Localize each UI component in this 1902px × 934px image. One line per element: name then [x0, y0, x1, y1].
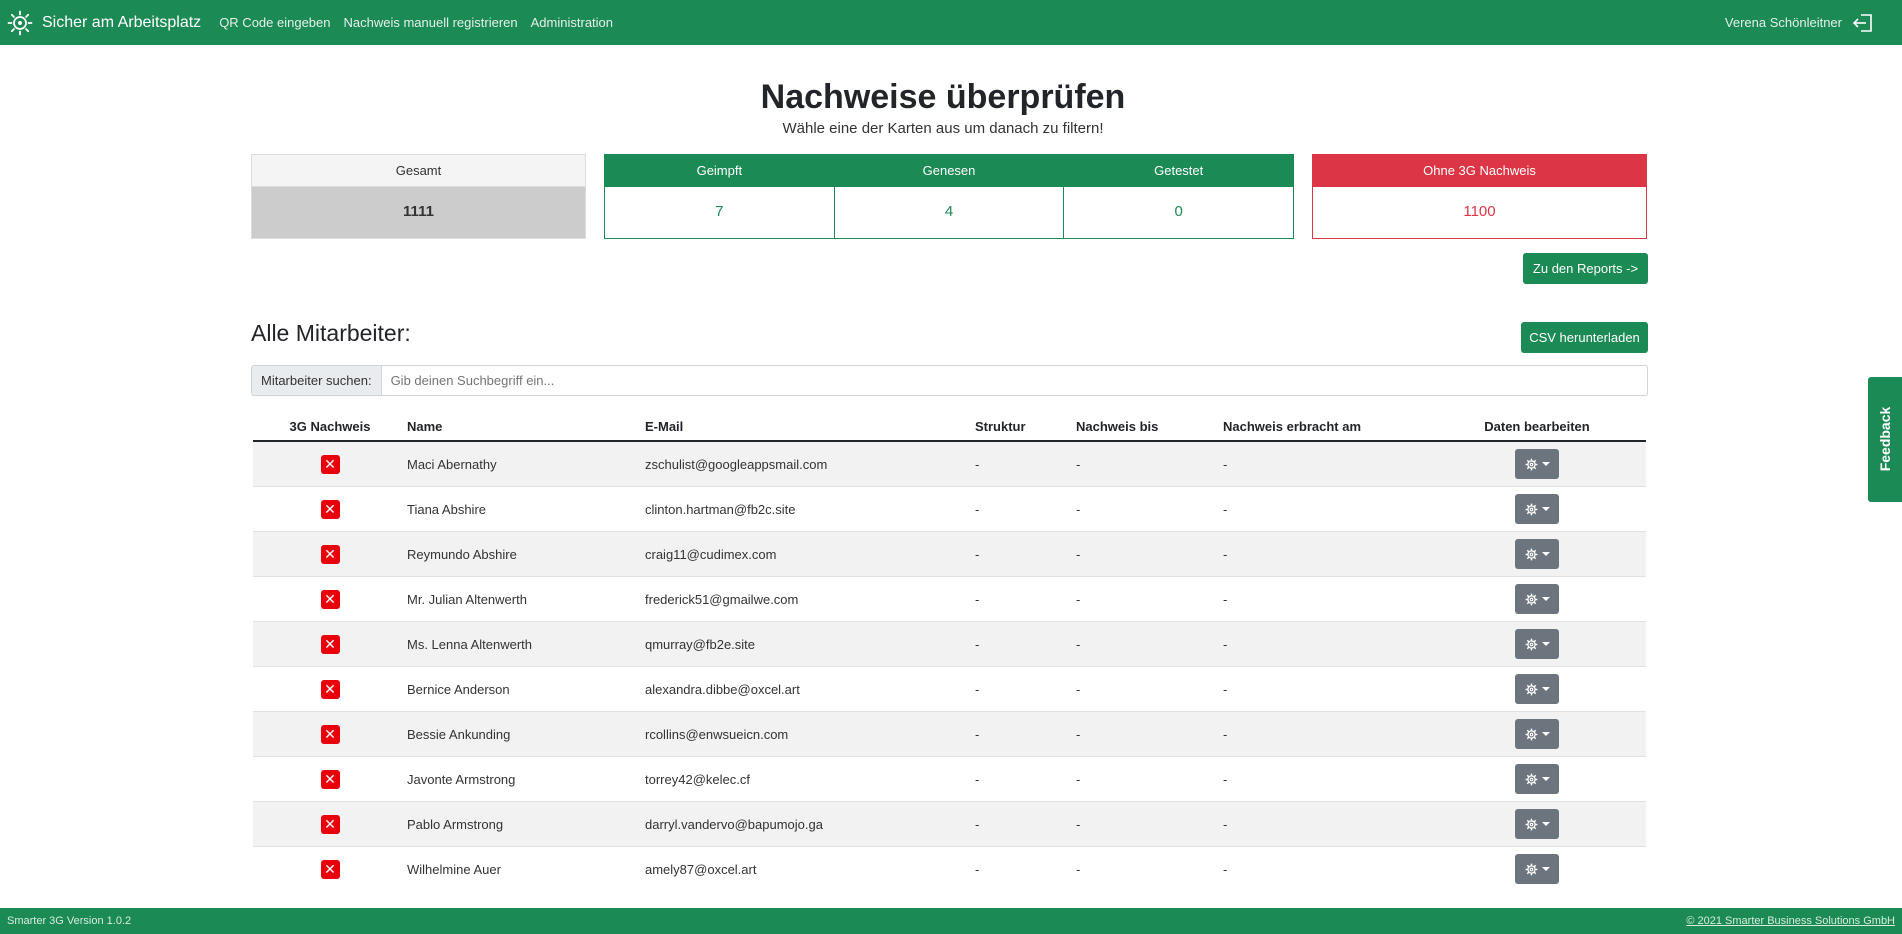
- caret-down-icon: [1542, 822, 1550, 826]
- nav-link-manual-registration[interactable]: Nachweis manuell registrieren: [343, 15, 518, 30]
- table-row: [253, 847, 1646, 892]
- search-input[interactable]: [381, 365, 1648, 396]
- gear-icon: [1525, 773, 1538, 786]
- caret-down-icon: [1542, 507, 1550, 511]
- card-ohne-3g-value: 1100: [1463, 203, 1496, 220]
- edit-dropdown-button[interactable]: [1515, 674, 1559, 704]
- edit-dropdown-button[interactable]: [1515, 449, 1559, 479]
- cell-nachweis-erbracht-am: -: [1223, 847, 1428, 892]
- x-icon: ✕: [321, 725, 340, 744]
- cell-edit: [1428, 441, 1646, 487]
- gear-icon: [1525, 728, 1538, 741]
- top-navbar: [0, 0, 1902, 45]
- gear-icon: [1525, 638, 1538, 651]
- edit-dropdown-button[interactable]: [1515, 764, 1559, 794]
- cell-nachweis-bis: -: [1076, 847, 1223, 892]
- x-icon: ✕: [321, 455, 340, 474]
- cell-nachweis-bis: -: [1076, 667, 1223, 712]
- cell-struktur: -: [975, 487, 1076, 532]
- card-genesen-value: 4: [944, 203, 954, 220]
- cell-3g-status: [253, 757, 407, 802]
- cell-edit: [1428, 622, 1646, 667]
- x-icon: ✕: [321, 770, 340, 789]
- x-icon: ✕: [321, 680, 340, 699]
- cell-nachweis-erbracht-am: -: [1223, 622, 1428, 667]
- col-3g-nachweis[interactable]: 3G Nachweis: [253, 412, 407, 441]
- cell-name: Mr. Julian Altenwerth: [407, 577, 645, 622]
- edit-dropdown-button[interactable]: [1515, 629, 1559, 659]
- cell-struktur: -: [975, 802, 1076, 847]
- cell-email: darryl.vandervo@bapumojo.ga: [645, 802, 975, 847]
- cell-nachweis-erbracht-am: -: [1223, 577, 1428, 622]
- card-geimpft[interactable]: [605, 155, 835, 238]
- x-icon: ✕: [321, 815, 340, 834]
- card-genesen[interactable]: [835, 155, 1065, 238]
- card-ohne-3g-label: Ohne 3G Nachweis: [1313, 155, 1646, 187]
- csv-download-button[interactable]: CSV herunterladen: [1521, 322, 1648, 353]
- cell-struktur: -: [975, 847, 1076, 892]
- cell-nachweis-erbracht-am: -: [1223, 667, 1428, 712]
- edit-dropdown-button[interactable]: [1515, 584, 1559, 614]
- cell-struktur: -: [975, 441, 1076, 487]
- caret-down-icon: [1542, 867, 1550, 871]
- cell-name: Wilhelmine Auer: [407, 847, 645, 892]
- edit-dropdown-button[interactable]: [1515, 719, 1559, 749]
- cell-name: Maci Abernathy: [407, 441, 645, 487]
- card-getestet-label: Getestet: [1064, 155, 1293, 187]
- x-icon: ✕: [321, 545, 340, 564]
- user-name[interactable]: Verena Schönleitner: [1724, 15, 1842, 30]
- cell-email: zschulist@googleappsmail.com: [645, 441, 975, 487]
- card-genesen-label: Genesen: [835, 155, 1064, 187]
- x-icon: ✕: [321, 860, 340, 879]
- feedback-tab[interactable]: [1868, 377, 1902, 502]
- caret-down-icon: [1542, 642, 1550, 646]
- cell-name: Reymundo Abshire: [407, 532, 645, 577]
- col-nachweis-erbracht-am[interactable]: Nachweis erbracht am: [1223, 412, 1428, 441]
- footer-version: Smarter 3G Version 1.0.2: [7, 915, 132, 927]
- edit-dropdown-button[interactable]: [1515, 809, 1559, 839]
- footer-copyright-link[interactable]: © 2021 Smarter Business Solutions GmbH: [1686, 915, 1895, 927]
- gear-icon: [1525, 548, 1538, 561]
- col-email[interactable]: E-Mail: [645, 412, 975, 441]
- table-row: [253, 667, 1646, 712]
- cell-edit: [1428, 757, 1646, 802]
- table-row: [253, 577, 1646, 622]
- nav-links: [219, 15, 626, 30]
- gear-icon: [1525, 503, 1538, 516]
- cell-nachweis-bis: -: [1076, 622, 1223, 667]
- card-gesamt-value: 1111: [403, 203, 434, 220]
- cell-email: clinton.hartman@fb2c.site: [645, 487, 975, 532]
- table-row: [253, 441, 1646, 487]
- cell-struktur: -: [975, 667, 1076, 712]
- brand-link[interactable]: [7, 10, 201, 36]
- card-ohne-3g[interactable]: [1312, 154, 1647, 239]
- cell-struktur: -: [975, 712, 1076, 757]
- gear-icon: [1525, 458, 1538, 471]
- cell-struktur: -: [975, 757, 1076, 802]
- caret-down-icon: [1542, 777, 1550, 781]
- table-row: [253, 712, 1646, 757]
- cell-nachweis-erbracht-am: -: [1223, 712, 1428, 757]
- reports-button[interactable]: Zu den Reports ->: [1523, 253, 1648, 284]
- gear-icon: [1525, 818, 1538, 831]
- cell-edit: [1428, 487, 1646, 532]
- gear-icon: [1525, 683, 1538, 696]
- cell-struktur: -: [975, 577, 1076, 622]
- brand-title: Sicher am Arbeitsplatz: [42, 13, 202, 31]
- cell-3g-status: [253, 577, 407, 622]
- search-group: [251, 365, 1648, 396]
- table-header-row: [253, 412, 1646, 441]
- col-daten-bearbeiten: Daten bearbeiten: [1428, 412, 1646, 441]
- cell-nachweis-erbracht-am: -: [1223, 441, 1428, 487]
- cell-email: rcollins@enwsueicn.com: [645, 712, 975, 757]
- col-nachweis-bis[interactable]: Nachweis bis: [1076, 412, 1223, 441]
- caret-down-icon: [1542, 732, 1550, 736]
- cell-edit: [1428, 802, 1646, 847]
- table-row: [253, 487, 1646, 532]
- edit-dropdown-button[interactable]: [1515, 854, 1559, 884]
- cell-struktur: -: [975, 622, 1076, 667]
- gear-icon: [1525, 863, 1538, 876]
- cell-name: Bernice Anderson: [407, 667, 645, 712]
- card-gesamt[interactable]: [251, 154, 586, 239]
- cell-nachweis-bis: -: [1076, 802, 1223, 847]
- cell-name: Javonte Armstrong: [407, 757, 645, 802]
- search-label: Mitarbeiter suchen:: [251, 365, 381, 396]
- table-row: [253, 757, 1646, 802]
- cell-nachweis-erbracht-am: -: [1223, 757, 1428, 802]
- col-name[interactable]: Name: [407, 412, 645, 441]
- table-row: [253, 802, 1646, 847]
- edit-dropdown-button[interactable]: [1515, 539, 1559, 569]
- cell-name: Bessie Ankunding: [407, 712, 645, 757]
- table-body: [253, 441, 1646, 891]
- caret-down-icon: [1542, 462, 1550, 466]
- col-struktur[interactable]: Struktur: [975, 412, 1076, 441]
- caret-down-icon: [1542, 552, 1550, 556]
- table-row: [253, 532, 1646, 577]
- cell-email: craig11@cudimex.com: [645, 532, 975, 577]
- page-subtitle: Wähle eine der Karten aus um danach zu filtern!: [782, 120, 1104, 137]
- feedback-label: Feedback: [1877, 406, 1893, 472]
- cell-3g-status: [253, 487, 407, 532]
- cell-email: amely87@oxcel.art: [645, 847, 975, 892]
- nav-link-qr-code[interactable]: QR Code eingeben: [219, 15, 331, 30]
- caret-down-icon: [1542, 597, 1550, 601]
- cell-3g-status: [253, 532, 407, 577]
- cell-3g-status: [253, 847, 407, 892]
- cell-name: Ms. Lenna Altenwerth: [407, 622, 645, 667]
- cell-edit: [1428, 532, 1646, 577]
- logout-icon[interactable]: [1852, 13, 1874, 33]
- card-geimpft-value: 7: [715, 203, 724, 220]
- cell-name: Tiana Abshire: [407, 487, 645, 532]
- cell-name: Pablo Armstrong: [407, 802, 645, 847]
- cell-struktur: -: [975, 532, 1076, 577]
- card-getestet[interactable]: [1064, 155, 1293, 238]
- cell-3g-status: [253, 667, 407, 712]
- x-icon: ✕: [321, 500, 340, 519]
- cell-nachweis-bis: -: [1076, 532, 1223, 577]
- cell-3g-status: [253, 622, 407, 667]
- nav-link-administration[interactable]: Administration: [530, 15, 614, 30]
- x-icon: ✕: [321, 590, 340, 609]
- gear-icon: [1525, 593, 1538, 606]
- cell-edit: [1428, 712, 1646, 757]
- table-row: [253, 622, 1646, 667]
- x-icon: ✕: [321, 635, 340, 654]
- cell-nachweis-bis: -: [1076, 712, 1223, 757]
- cell-3g-status: [253, 441, 407, 487]
- cell-email: frederick51@gmailwe.com: [645, 577, 975, 622]
- card-getestet-value: 0: [1174, 203, 1183, 220]
- footer: [0, 908, 1902, 934]
- cell-nachweis-bis: -: [1076, 577, 1223, 622]
- page-title: Nachweise überprüfen: [760, 78, 1126, 116]
- card-geimpft-label: Geimpft: [605, 155, 834, 187]
- cell-edit: [1428, 577, 1646, 622]
- cell-edit: [1428, 667, 1646, 712]
- cell-edit: [1428, 847, 1646, 892]
- section-title: Alle Mitarbeiter:: [251, 320, 411, 346]
- caret-down-icon: [1542, 687, 1550, 691]
- employee-table-wrapper: [253, 412, 1646, 891]
- cell-3g-status: [253, 802, 407, 847]
- employee-table: [253, 412, 1646, 891]
- cell-nachweis-erbracht-am: -: [1223, 532, 1428, 577]
- user-area: [1725, 0, 1874, 45]
- cell-email: torrey42@kelec.cf: [645, 757, 975, 802]
- card-group-3g: [604, 154, 1294, 239]
- cell-nachweis-bis: -: [1076, 441, 1223, 487]
- cell-email: alexandra.dibbe@oxcel.art: [645, 667, 975, 712]
- cell-email: qmurray@fb2e.site: [645, 622, 975, 667]
- cell-nachweis-erbracht-am: -: [1223, 802, 1428, 847]
- sun-gear-icon: [7, 10, 33, 36]
- cell-nachweis-bis: -: [1076, 487, 1223, 532]
- cell-nachweis-bis: -: [1076, 757, 1223, 802]
- card-gesamt-label: Gesamt: [252, 155, 585, 187]
- cell-3g-status: [253, 712, 407, 757]
- cell-nachweis-erbracht-am: -: [1223, 487, 1428, 532]
- edit-dropdown-button[interactable]: [1515, 494, 1559, 524]
